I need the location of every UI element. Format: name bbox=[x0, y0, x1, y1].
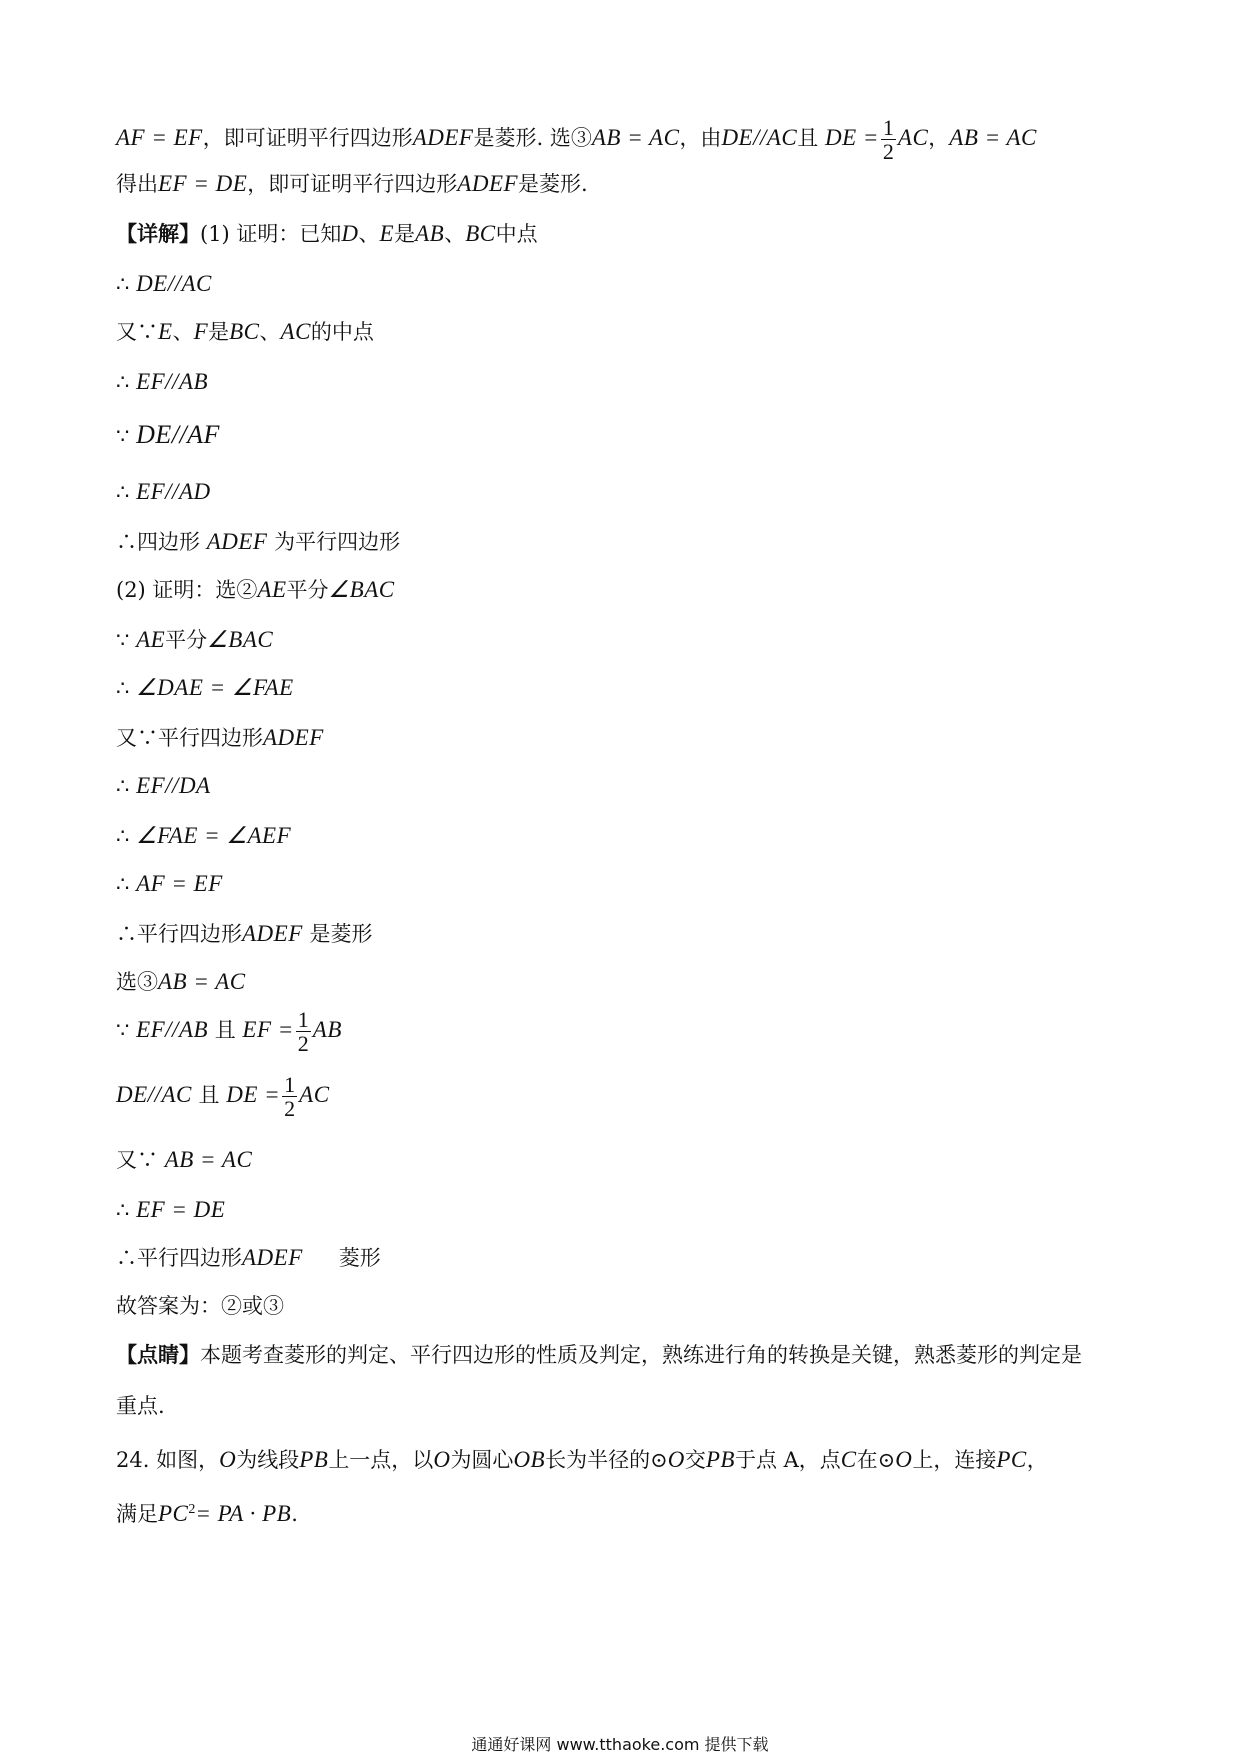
math: EF//AB bbox=[136, 369, 209, 394]
text: ∴ bbox=[116, 824, 130, 848]
text: 得出 bbox=[116, 172, 158, 196]
text-line bbox=[116, 480, 211, 503]
math: AB bbox=[415, 221, 445, 246]
text: . bbox=[291, 1502, 298, 1526]
text-line bbox=[116, 1396, 165, 1417]
text: ∵ bbox=[116, 628, 130, 652]
math: AC bbox=[897, 125, 929, 151]
text: 平分 bbox=[286, 578, 329, 602]
math: AF = EF bbox=[116, 125, 203, 151]
text: 交 bbox=[684, 1448, 706, 1472]
text-line bbox=[116, 824, 291, 847]
text: ∴ bbox=[116, 480, 130, 504]
text-line bbox=[116, 320, 374, 343]
text: ，由 bbox=[679, 126, 722, 151]
text: 上一点，以 bbox=[328, 1448, 434, 1472]
text: ， bbox=[1026, 1448, 1048, 1472]
text: 是菱形. bbox=[518, 172, 588, 196]
numerator: 1 bbox=[882, 115, 894, 140]
math: AC bbox=[280, 319, 311, 344]
text: 的中点 bbox=[310, 320, 374, 344]
math: EF = bbox=[242, 1017, 294, 1043]
text-line bbox=[116, 1198, 225, 1221]
math: ∠BAC bbox=[207, 627, 274, 652]
text: 、 bbox=[444, 222, 466, 246]
math: O bbox=[219, 1447, 237, 1472]
math: DE = bbox=[226, 1082, 281, 1108]
text: ∴ bbox=[116, 370, 130, 394]
text-line bbox=[116, 172, 588, 195]
text-line bbox=[116, 530, 400, 553]
text: ∴ bbox=[116, 1198, 130, 1222]
text-line bbox=[116, 970, 246, 993]
math: ADEF bbox=[242, 1245, 303, 1270]
superscript: 2 bbox=[188, 1502, 196, 1517]
math: EF = DE bbox=[158, 171, 248, 196]
text-line bbox=[116, 1296, 284, 1317]
text: (2) 证明：选② bbox=[116, 578, 258, 602]
fraction bbox=[296, 1008, 311, 1055]
fraction bbox=[282, 1073, 297, 1120]
text-line bbox=[116, 1246, 381, 1269]
math: E bbox=[379, 221, 395, 246]
text-line bbox=[116, 370, 208, 393]
math: ∠DAE = ∠FAE bbox=[136, 675, 294, 700]
text: ∴ bbox=[116, 272, 130, 296]
text: 是 bbox=[394, 222, 416, 246]
text: ∴ bbox=[116, 774, 130, 798]
text: ∴平行四边形 bbox=[116, 922, 242, 946]
text: ，即可证明平行四边形 bbox=[247, 172, 458, 196]
text-line bbox=[116, 774, 211, 797]
text: 是 bbox=[208, 320, 230, 344]
math: DE//AC bbox=[136, 271, 212, 296]
math: AB bbox=[312, 1017, 342, 1043]
math: EF//AD bbox=[136, 479, 211, 504]
text: ，即可证明平行四边形 bbox=[202, 126, 413, 151]
text: 满足 bbox=[116, 1502, 158, 1526]
math: AB = AC bbox=[164, 1147, 253, 1172]
text: 为圆心 bbox=[450, 1448, 514, 1472]
text: 又∵ bbox=[116, 320, 158, 344]
math: BC bbox=[229, 319, 260, 344]
text: ∴ bbox=[116, 872, 130, 896]
text-line bbox=[116, 872, 223, 895]
math: OB bbox=[513, 1447, 546, 1472]
text: 本题考查菱形的判定、平行四边形的性质及判定，熟练进行角的转换是关键，熟悉菱形的判定是 bbox=[200, 1343, 1082, 1367]
question-line bbox=[116, 1448, 1048, 1471]
math: EF = DE bbox=[136, 1197, 226, 1222]
math: EF//AB bbox=[136, 1017, 209, 1043]
text-line bbox=[116, 676, 294, 699]
math: C bbox=[840, 1447, 857, 1472]
text: ∵ bbox=[116, 424, 130, 448]
text: 、 bbox=[358, 222, 380, 246]
text: 菱形 bbox=[338, 1246, 381, 1270]
math: PC bbox=[158, 1501, 189, 1526]
text-line bbox=[116, 272, 212, 295]
text-line bbox=[116, 116, 1037, 163]
text: 平分 bbox=[165, 628, 208, 652]
math: ∠BAC bbox=[328, 577, 395, 602]
text: 为线段 bbox=[236, 1448, 300, 1472]
text: 又∵平行四边形 bbox=[116, 726, 263, 750]
numerator: 1 bbox=[297, 1007, 309, 1032]
math: AB = AC bbox=[591, 125, 680, 151]
text: ， bbox=[928, 126, 950, 151]
denominator: 2 bbox=[284, 1096, 296, 1122]
text: 且 bbox=[198, 1083, 220, 1108]
text: 是菱形 bbox=[309, 922, 373, 946]
math: DE//AC bbox=[721, 125, 798, 151]
denominator: 2 bbox=[297, 1031, 309, 1057]
math: ADEF bbox=[412, 125, 474, 151]
text-line bbox=[116, 628, 273, 651]
math: DE = bbox=[824, 125, 879, 151]
math: AE bbox=[136, 627, 166, 652]
text: 、 bbox=[259, 320, 281, 344]
text: 于点 A，点 bbox=[734, 1448, 841, 1472]
math: PB bbox=[705, 1447, 735, 1472]
text-line bbox=[116, 1073, 330, 1120]
math: ADEF bbox=[206, 529, 268, 554]
math: DE//AF bbox=[136, 420, 220, 449]
text: 24. 如图， bbox=[116, 1448, 220, 1472]
text-line bbox=[116, 222, 538, 245]
text: 为平行四边形 bbox=[274, 530, 401, 554]
math: AF = EF bbox=[136, 871, 223, 896]
section-label: 【点睛】 bbox=[116, 1342, 200, 1367]
section-label: 【详解】 bbox=[116, 221, 200, 246]
math: EF//DA bbox=[136, 773, 211, 798]
math: ADEF bbox=[457, 171, 519, 196]
text-line bbox=[116, 1344, 1082, 1366]
math: E bbox=[158, 319, 173, 344]
text: 且 bbox=[214, 1018, 236, 1043]
math: AE bbox=[257, 577, 287, 602]
math: PB bbox=[299, 1447, 329, 1472]
text-line bbox=[116, 1148, 252, 1171]
text: 在⊙ bbox=[856, 1448, 896, 1472]
text-line bbox=[116, 578, 395, 601]
denominator: 2 bbox=[882, 139, 894, 165]
numerator: 1 bbox=[284, 1072, 296, 1097]
math: O bbox=[895, 1447, 913, 1472]
math: ADEF bbox=[242, 921, 303, 946]
text: 、 bbox=[172, 320, 194, 344]
math: PC bbox=[996, 1447, 1027, 1472]
text: 上，连接 bbox=[912, 1448, 997, 1472]
text: ∴四边形 bbox=[116, 530, 200, 554]
math: AC bbox=[299, 1082, 330, 1108]
text: 是菱形. 选③ bbox=[473, 126, 592, 151]
question-line bbox=[116, 1502, 298, 1525]
text: 故答案为：②或③ bbox=[116, 1294, 284, 1318]
math: ADEF bbox=[263, 725, 324, 750]
text: 中点 bbox=[495, 222, 538, 246]
text: 又∵ bbox=[116, 1148, 158, 1172]
math: BC bbox=[465, 221, 496, 246]
text: (1) 证明：已知 bbox=[200, 222, 342, 246]
text: ∵ bbox=[116, 1018, 130, 1043]
text: 重点. bbox=[116, 1394, 165, 1418]
math: AB = AC bbox=[949, 125, 1037, 151]
text-line bbox=[116, 422, 220, 448]
text: ∴ bbox=[116, 676, 130, 700]
text-line bbox=[116, 922, 372, 945]
text: 且 bbox=[797, 126, 819, 151]
fraction bbox=[881, 116, 896, 163]
math: = PA · PB bbox=[195, 1501, 292, 1526]
page-footer: 通通好课网 www.tthaoke.com 提供下载 bbox=[471, 1735, 769, 1754]
text: ∴平行四边形 bbox=[116, 1246, 242, 1270]
math: AB = AC bbox=[158, 969, 246, 994]
math: F bbox=[193, 319, 209, 344]
math: O bbox=[667, 1447, 685, 1472]
math: ∠FAE = ∠AEF bbox=[136, 823, 292, 848]
text-line bbox=[116, 1008, 342, 1055]
math: DE//AC bbox=[116, 1082, 192, 1108]
text-line bbox=[116, 726, 324, 749]
math: O bbox=[433, 1447, 451, 1472]
text: 长为半径的⊙ bbox=[545, 1448, 668, 1472]
text: 选③ bbox=[116, 970, 158, 994]
math: D bbox=[341, 221, 359, 246]
